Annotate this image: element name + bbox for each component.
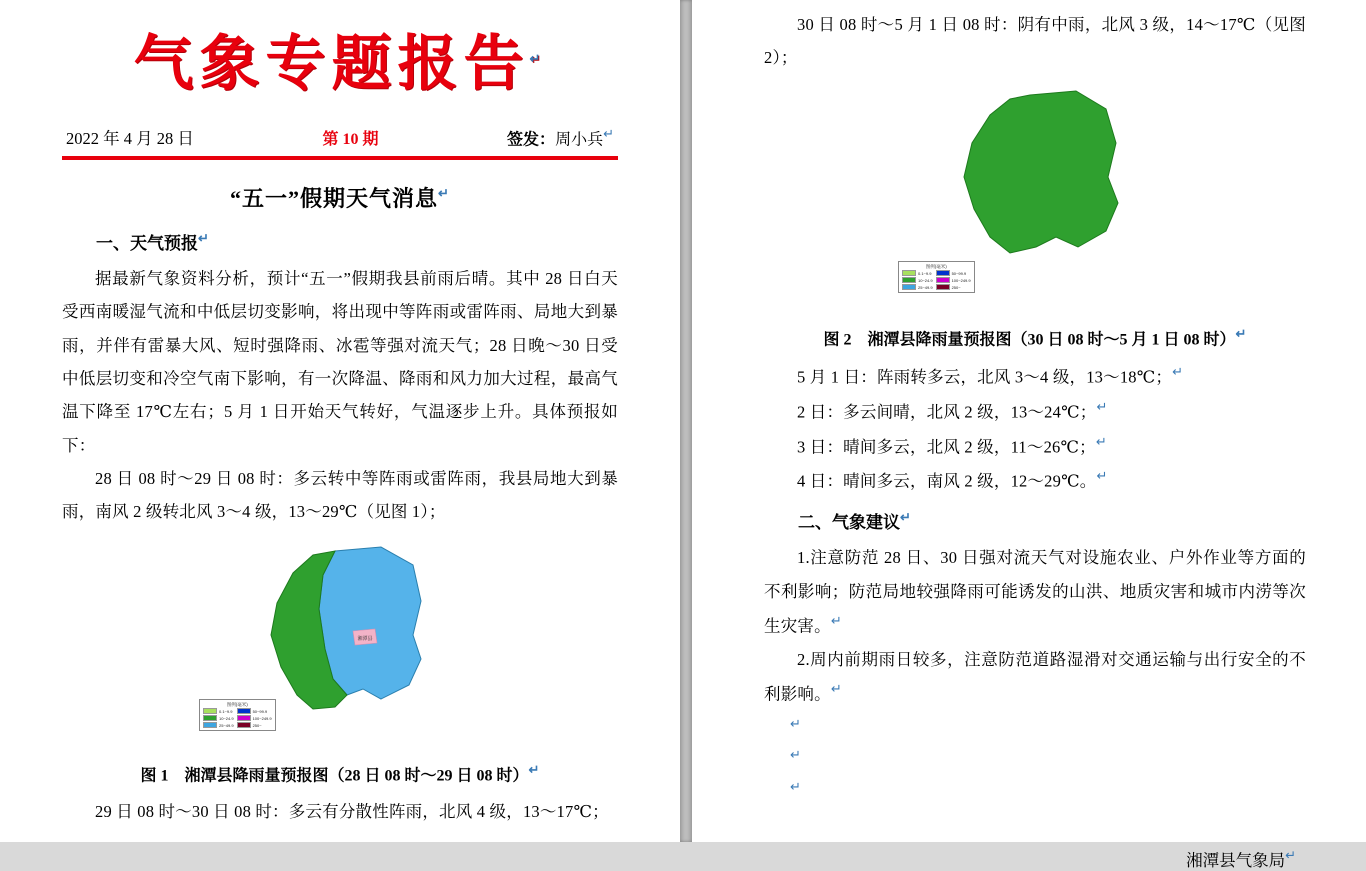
paragraph-forecast-day28: 28 日 08 时～29 日 08 时：多云转中等阵雨或雷阵雨，我县局地大到暴雨，南风 2 级转北风 3～4 级，13～29℃（见图 1）； [62,468,618,522]
map-legend-2 [898,261,975,294]
legend-label: 50~99.9 [951,270,967,276]
legend-item [902,284,933,290]
figure-2-caption-text: 图 2 湘潭县降雨量预报图（30 日 08 时～5 月 1 日 08 时） [823,330,1236,348]
section-heading-1 [62,229,618,254]
pilcrow-mark: ↵ [790,778,801,794]
masthead-title-text: 气象专题报告 [133,29,530,99]
map-legend-1-title: 图例(毫米) [226,701,248,707]
paragraph-forecast-may3 [764,429,1306,464]
figure-2-caption [764,326,1306,349]
empty-line-2 [790,742,1306,773]
signoff [764,847,1306,871]
pilcrow-mark: ↵ [603,125,614,141]
signer-name: 周小兵 [555,131,604,148]
map-figure-1 [185,539,495,756]
figure-1 [62,539,618,756]
section-heading-1-text: 一、天气预报 [96,234,198,253]
legend-swatch-icon [902,270,916,276]
paragraph-forecast-may1-text: 5 月 1 日：阵雨转多云，北风 3～4 级，13～18℃； [797,367,1173,387]
empty-line-1 [790,711,1306,742]
paragraph-forecast-may3-text: 3 日：晴间多云，北风 2 级，11～26℃； [797,437,1096,457]
legend-item [237,722,272,728]
section-heading-2 [764,508,1306,533]
legend-item [237,715,272,721]
legend-label: 25~49.9 [219,722,234,728]
pilcrow-mark: ↵ [830,612,842,628]
legend-swatch-icon [203,722,217,728]
figure-1-caption-text: 图 1 湘潭县降雨量预报图（28 日 08 时～29 日 08 时） [140,766,529,784]
legend-label: 25~49.9 [918,284,933,290]
legend-item [936,277,971,283]
pilcrow-mark: ↵ [900,509,911,525]
legend-swatch-icon [936,284,950,290]
paragraph-advice-2-text: 2.周内前期雨日较多，注意防范道路湿滑对交通运输与出行安全的不利影响。 [764,649,1306,704]
legend-swatch-icon [237,715,251,721]
empty-line-3 [790,774,1306,805]
paragraph-forecast-intro: 据最新气象资料分析，预计“五一”假期我县前雨后晴。其中 28 日白天受西南暖湿气流和中低层切变影响，将出现中等阵雨或雷阵雨、局地大到暴雨，并伴有雷暴大风、短时强降雨、冰雹等强对流天气；28 日晚～30 日受中低层切变和冷空气南下影响，有一次降温、降雨和风力加大过程，最高气温下降至 17℃左右；5 月 1 日开始天气转好，气温逐步上升。具体预报如下： [62,269,618,455]
legend-swatch-icon [237,708,251,714]
masthead-signer [507,126,614,149]
pilcrow-mark: ↵ [198,230,209,246]
paragraph-advice-2 [764,643,1306,711]
page-right [692,0,1366,870]
legend-label: 10~24.9 [219,715,234,721]
page-title [62,182,618,213]
legend-swatch-icon [936,277,950,283]
map-legend-2-title: 图例(毫米) [925,263,947,269]
paragraph-forecast-may2-text: 2 日：多云间晴，北风 2 级，13～24℃； [797,402,1097,422]
legend-label: 250~ [252,722,262,728]
pilcrow-mark: ↵ [529,51,547,66]
pilcrow-mark: ↵ [1095,433,1107,449]
masthead-title [62,30,618,99]
masthead-meta [62,125,618,149]
paragraph-advice-1 [764,541,1306,642]
signer-label: 签发： [507,131,556,148]
paragraph-forecast-may4-text: 4 日：晴间多云，南风 2 级，12～29℃。 [797,471,1097,491]
svg-text:湘潭县: 湘潭县 [357,635,373,642]
legend-item [902,277,933,283]
signoff-text: 湘潭县气象局 [1186,850,1286,870]
legend-item [203,722,234,728]
paragraph-forecast-may1 [764,359,1306,394]
pilcrow-mark: ↵ [790,715,801,731]
paragraph-advice-1-text: 1.注意防范 28 日、30 日强对流天气对设施农业、户外作业等方面的不利影响；防范局地较强降雨可能诱发的山洪、地质灾害和城市内涝等次生灾害。 [764,548,1306,636]
paragraph-forecast-day29: 29 日 08 时～30 日 08 时：多云有分散性阵雨，北风 4 级，13～17℃； [95,801,609,821]
masthead-date: 2022 年 4 月 28 日 [66,129,194,148]
page-title-text: “五一”假期天气消息 [230,186,439,211]
pilcrow-mark: ↵ [1285,847,1296,863]
legend-item [203,715,234,721]
masthead-rule [62,156,618,160]
legend-item [902,270,933,276]
legend-item [936,284,971,290]
legend-swatch-icon [203,715,217,721]
legend-item [936,270,971,276]
pilcrow-mark: ↵ [830,681,842,697]
legend-swatch-icon [237,722,251,728]
pilcrow-mark: ↵ [1096,468,1108,484]
legend-swatch-icon [203,708,217,714]
paragraph-forecast-may4 [764,463,1306,498]
paragraph-forecast-may2 [764,394,1306,429]
map-figure-2 [880,85,1190,320]
paragraph-forecast-day30: 30 日 08 时～5 月 1 日 08 时：阴有中雨，北风 3 级，14～17℃（见图 2）； [764,15,1306,68]
legend-label: 10~24.9 [918,277,933,283]
page-gutter [680,0,692,842]
legend-swatch-icon [902,284,916,290]
page-left [0,0,680,842]
legend-item [237,708,272,714]
pilcrow-mark: ↵ [1235,325,1247,341]
pilcrow-mark: ↵ [790,747,801,763]
pilcrow-mark: ↵ [528,761,540,777]
legend-label: 100~249.9 [252,715,272,721]
pilcrow-mark: ↵ [1172,363,1184,379]
legend-label: 0.1~9.9 [219,708,233,714]
masthead-issue: 第 10 期 [322,131,379,148]
legend-swatch-icon [902,277,916,283]
legend-label: 250~ [951,284,961,290]
legend-label: 50~99.9 [252,708,268,714]
pilcrow-mark: ↵ [438,185,450,201]
legend-label: 0.1~9.9 [918,270,932,276]
figure-1-caption [62,762,618,785]
map-legend-1 [199,699,276,732]
section-heading-2-text: 二、气象建议 [798,513,900,533]
legend-label: 100~249.9 [951,277,971,283]
legend-swatch-icon [936,270,950,276]
legend-item [203,708,234,714]
figure-2 [764,85,1306,320]
pilcrow-mark: ↵ [1096,398,1108,414]
